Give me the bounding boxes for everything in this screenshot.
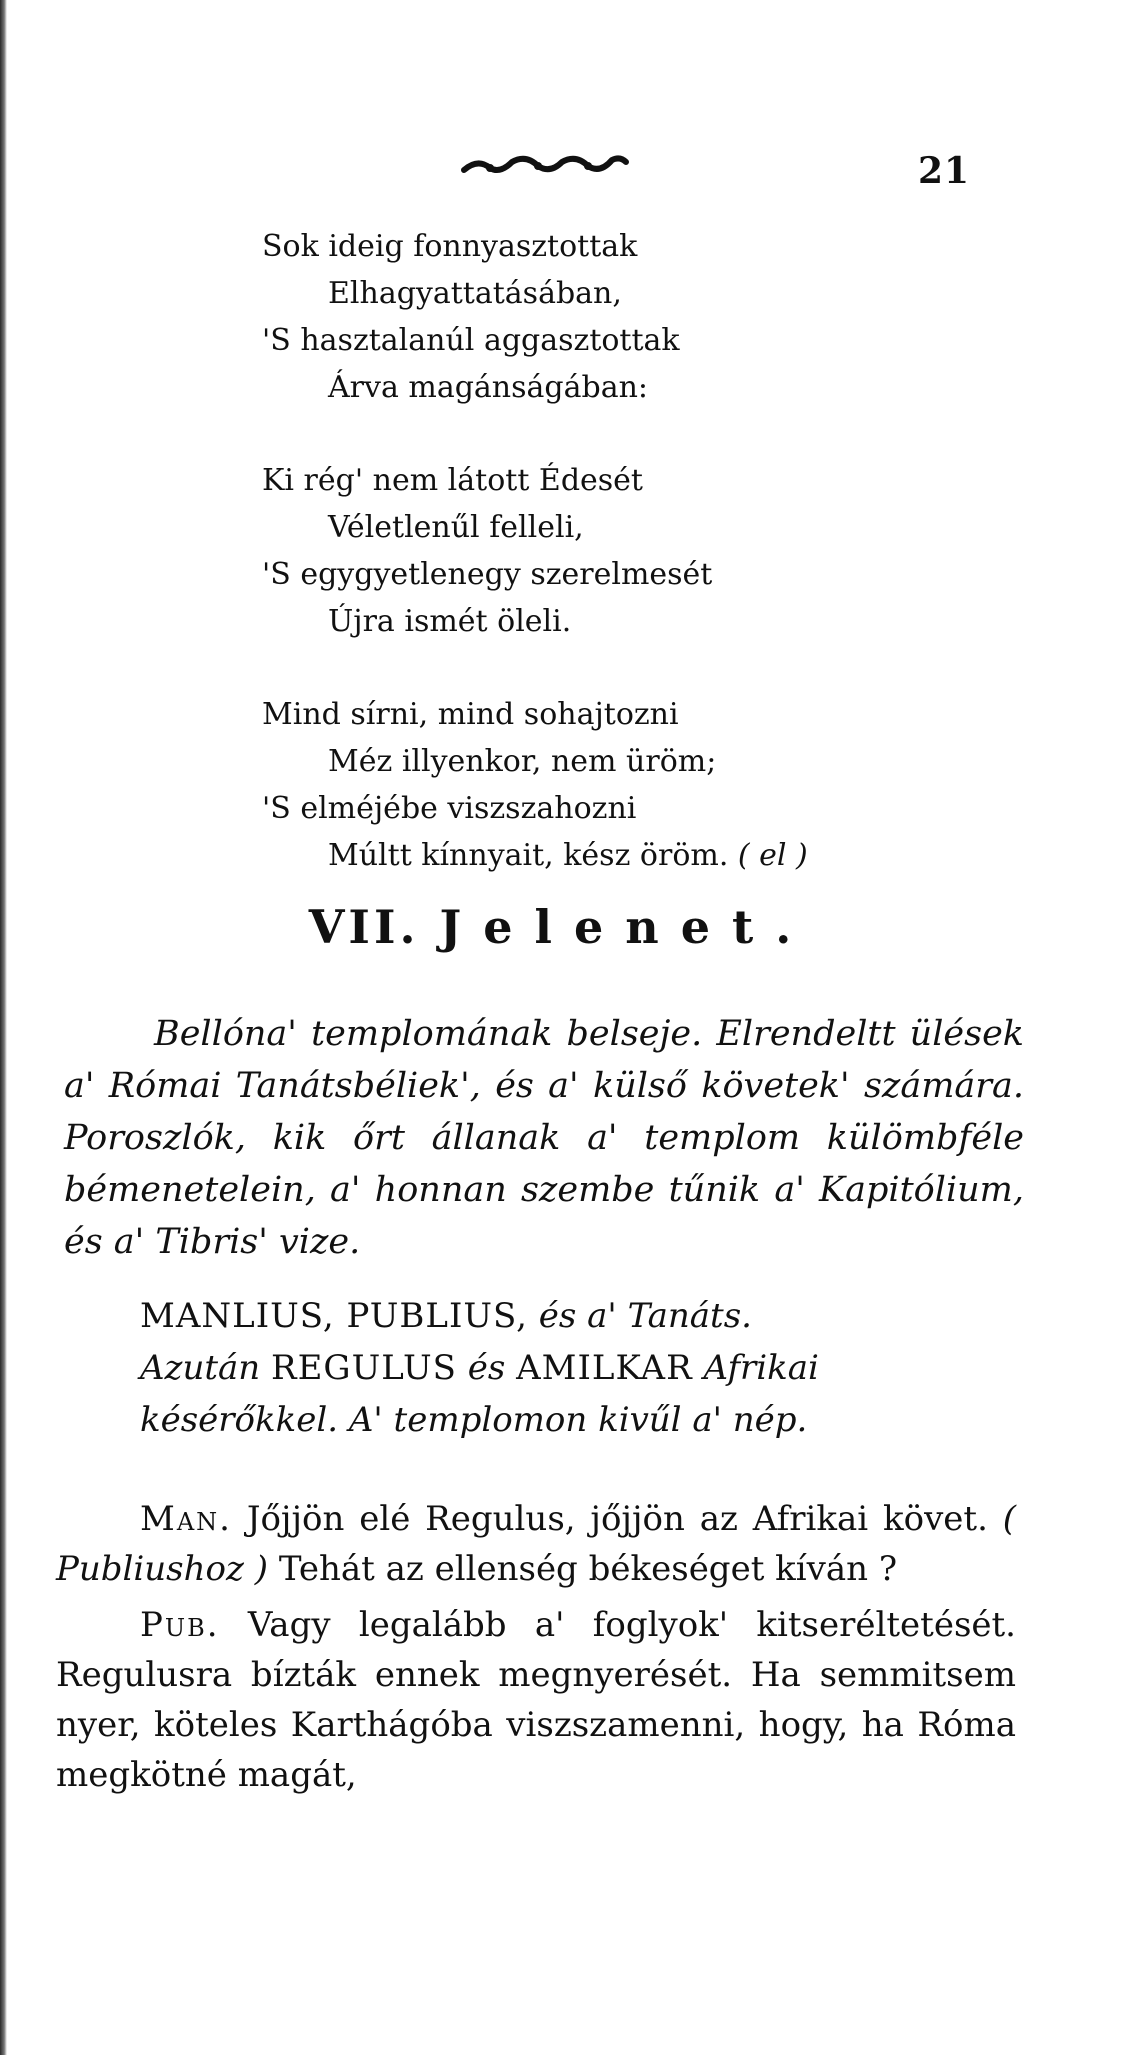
poem-line: 'S egygyetlenegy szerelmesét [262, 557, 713, 592]
dialogue-paragraph [56, 1600, 1016, 1800]
poem-line: Árva magánságában: [328, 370, 649, 405]
page-left-edge [0, 0, 7, 2055]
dialogue [56, 1494, 1016, 1806]
poem-line: Sok ideig fonnyasztottak [262, 229, 638, 264]
scene-description: Bellóna' templomának belseje. Elrendeltt ülések a' Római Tanátsbéliek', és a' külső követek' számára. Poroszlók, kik őrt állanak a' templom külömbféle bémenetelein, a' honnan szembe tűnik a' Kapitólium, és a' Tibris' vize. [64, 1014, 1024, 1262]
poem-stanza-1 [262, 223, 1042, 411]
scene-word: Jelenet. [439, 900, 814, 954]
cast-list [140, 1290, 1030, 1446]
dialogue-text: Vagy legalább a' foglyok' kitseréltetését. Regulusra bízták ennek megnyerését. Ha semmitsem nyer, köteles Karthágóba viszszamenni, hogy, ha Róma megkötné magát, [56, 1605, 1016, 1795]
stage-direction: ( Publiushoz ) [56, 1499, 1017, 1589]
speaker-name: Pub. [140, 1605, 220, 1645]
poem-stanza-3 [262, 691, 1042, 879]
poem-line: Ki rég' nem látott Édesét [262, 463, 643, 498]
cast-text: Azután [140, 1348, 261, 1388]
cast-text: és [467, 1348, 506, 1388]
poem-line [262, 832, 1042, 879]
poem-line: Véletlenűl felleli, [328, 510, 584, 545]
poem-line: 'S hasztalanúl aggasztottak [262, 323, 680, 358]
cast-names: REGULUS [271, 1348, 457, 1388]
cast-names: MANLIUS, PUBLIUS, [140, 1296, 528, 1336]
page-number: 21 [918, 150, 971, 192]
speaker-name: Man. [140, 1499, 232, 1539]
dialogue-paragraph [56, 1494, 1016, 1594]
ornament-icon [460, 150, 630, 180]
poem-line: Elhagyattatásában, [328, 276, 622, 311]
cast-text: Afrikai [703, 1348, 819, 1388]
poem-line: Méz illyenkor, nem üröm; [328, 744, 717, 779]
cast-names: AMILKAR [516, 1348, 693, 1388]
dialogue-text: Jőjjön elé Regulus, jőjjön az Afrikai követ. [246, 1499, 988, 1539]
cast-line-2 [140, 1342, 1030, 1394]
cast-text: és a' Tanáts. [538, 1296, 752, 1336]
poem-line-text: Múltt kínnyait, kész öröm. [328, 838, 729, 873]
poem-line: Mind sírni, mind sohajtozni [262, 697, 679, 732]
poem-line: Újra ismét öleli. [328, 604, 572, 639]
dialogue-text: Tehát az ellenség békeséget kíván ? [278, 1549, 898, 1589]
cast-line-3: késérőkkel. A' templomon kivűl a' nép. [140, 1400, 808, 1440]
poem [262, 223, 1042, 925]
cast-line-1 [140, 1290, 1030, 1342]
poem-stanza-2 [262, 457, 1042, 645]
stage-direction: ( el ) [737, 838, 808, 873]
poem-line: 'S elméjébe viszszahozni [262, 791, 637, 826]
scene-number: VII. [308, 900, 420, 954]
scene-heading [0, 900, 1122, 954]
